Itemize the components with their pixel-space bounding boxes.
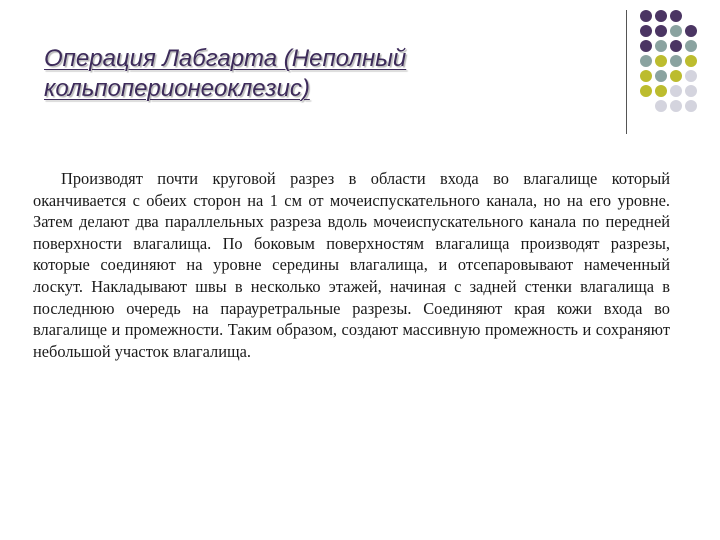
slide-title: Операция Лабгарта (Неполный кольпопериoнеоклезис) bbox=[44, 45, 407, 102]
decorative-dot-grid bbox=[640, 10, 697, 112]
decorative-dot bbox=[685, 100, 697, 112]
decorative-dot bbox=[640, 10, 652, 22]
decorative-dot bbox=[685, 55, 697, 67]
decorative-dot bbox=[640, 70, 652, 82]
decorative-dot bbox=[655, 55, 667, 67]
decorative-dot bbox=[685, 40, 697, 52]
decorative-dot bbox=[655, 85, 667, 97]
decorative-dot bbox=[685, 25, 697, 37]
decorative-dot bbox=[670, 70, 682, 82]
decorative-dot bbox=[640, 25, 652, 37]
decorative-dot bbox=[655, 70, 667, 82]
decorative-dot bbox=[670, 85, 682, 97]
decorative-dot bbox=[655, 40, 667, 52]
decorative-dot bbox=[655, 100, 667, 112]
decorative-dot bbox=[670, 10, 682, 22]
decorative-dot bbox=[655, 10, 667, 22]
decorative-dot bbox=[670, 25, 682, 37]
decorative-dot bbox=[670, 100, 682, 112]
decorative-dot bbox=[640, 85, 652, 97]
decorative-dot bbox=[670, 55, 682, 67]
decorative-dot bbox=[640, 100, 652, 112]
slide-body-text: Производят почти круговой разрез в области входа во влагалище который оканчивается с обеих сторон на 1 см от мочеиспускательного канала, но на его уровне. Затем делают два параллельных разреза вдоль мочеиспускательного канала по передней поверхности влагалища. По боковым поверхностям влагалища производят разрезы, которые соединяют на уровне середины влагалища, и отсепаровывают намеченный лоскут. Накладывают швы в несколько этажей, начиная с задней стенки влагалища в последнюю очередь на парауретральные разрезы. Соединяют края кожи входа во влагалище и промежности. Таким образом, создают массивную промежность и сохраняют небольшой участок влагалища. bbox=[33, 169, 670, 361]
decorative-dot bbox=[685, 85, 697, 97]
decorative-dot bbox=[685, 70, 697, 82]
decorative-dot bbox=[640, 40, 652, 52]
decorative-dot bbox=[655, 25, 667, 37]
decorative-dot bbox=[670, 40, 682, 52]
decorative-dot bbox=[640, 55, 652, 67]
decorative-dot bbox=[685, 10, 697, 22]
decorative-vertical-line bbox=[626, 10, 627, 134]
